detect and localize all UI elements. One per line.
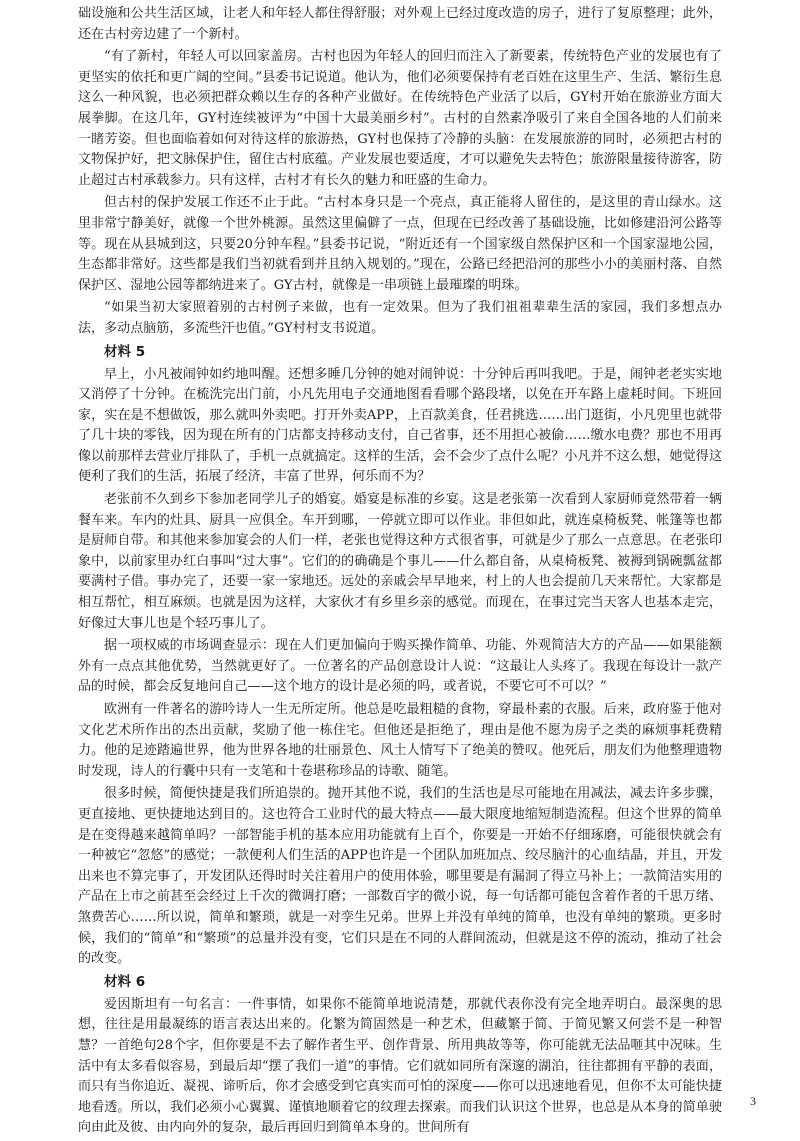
page-number: 3 (750, 1094, 756, 1108)
section-heading: 材料 6 (104, 973, 146, 990)
body-paragraph: 但古村的保护发展工作还不止于此。“古村本身只是一个亮点，真正能将人留住的，是这里的青山绿水。这里非常宁静美好，就像一个世外桃源。虽然这里偏僻了一点，但现在已经改善了基础设施，比如修建沿河公路等等。现在从县城到这，只要20分钟车程。”县委书记说，“附近还有一个国家级自然保护区和一个国家湿地公园，生态都非常好。这些都是我们当初就看到并且纳入规划的。”现在，公路已经把沿河的那些小小的美丽村落、自然保护区、湿地公园等都纳进来了。GY古村，就像是一串项链上最璀璨的明珠。 (78, 195, 722, 293)
body-paragraph: 础设施和公共生活区域，让老人和年轻人都住得舒服；对外观上已经过度改造的房子，进行了复原整理；此外，还在古村旁边建了一个新村。 (78, 6, 722, 42)
body-paragraph: 很多时候，简便快捷是我们所追崇的。抛开其他不说，我们的生活也是尽可能地在用减法，减去许多步骤，更直接地、更快捷地达到目的。这也符合工业时代的最大特点——最大限度地缩短制造流程。但这个世界的简单是在变得越来越简单吗？一部智能手机的基本应用功能就有上百个，你要是一开始不仔细琢磨，可能很快就会有一种被它“忽悠”的感觉；一款便利人们生活的APP也许是一个团队加班加点、绞尽脑汁的心血结晶，并且，开发出来也不算完事了，开发团队还得时时关注着用户的使用体验，哪里要是有漏洞了得立马补上；一款简洁实用的产品在上市之前甚至会经过上千次的微调打磨；一部数百字的微小说，每一句话都可能包含着作者的千思万绪、煞费苦心……所以说，简单和繁琐，就是一对孪生兄弟。世界上并没有单纯的简单，也没有单纯的繁琐。更多时候，我们的“简单”和“繁琐”的总量并没有变，它们只是在不同的人群间流动，但就是这不停的流动，推动了社会的改变。 (78, 786, 722, 967)
body-paragraph: “有了新村，年轻人可以回家盖房。古村也因为年轻人的回归而注入了新要素，传统特色产业的发展也有了更坚实的依托和更广阔的空间。”县委书记说道。他认为，他们必须要保持有老百姓在这里生产、生活、繁衍生息这么一种风貌，也必须把群众赖以生存的各种产业做好。在传统特色产业活了以后，GY村开始在旅游业方面大展拳脚。在这几年，GY村连续被评为“中国十大最美丽乡村”。古村的自然素净吸引了来自全国各地的人们前来一睹芳姿。但也面临着如何对待这样的旅游热，GY村也保持了冷静的头脑：在发展旅游的同时，必须把古村的文物保护好，把文脉保护住，留住古村底蕴。产业发展也要适度，才可以避免失去特色；旅游限量接待游客，防止超过古村承载参力。只有这样，古村才有长久的魅力和旺盛的生命力。 (78, 49, 722, 188)
body-paragraph: “如果当初大家照着别的古村例子来做，也有一定效果。但为了我们祖祖辈辈生活的家园，我们多想点办法，多动点脑筋，多流些汗也值。”GY村村支书说道。 (78, 300, 722, 336)
body-paragraph: 老张前不久到乡下参加老同学儿子的婚宴。婚宴是标准的乡宴。这是老张第一次看到人家厨师竟然带着一辆餐车来。车内的灶具、厨具一应俱全。车开到哪，一停就立即可以作业。非但如此，就连桌椅板凳、帐篷等也都是厨师自带。和其他来参加宴会的人们一样，老张也觉得这种方式很省事，可就是少了那么一点意思。在老张印象中，以前家里办红白事叫“过大事”。它们的的确确是个事儿——什么都自备，从桌椅板凳、被褥到锅碗瓢盆都要满村子借。事办完了，还要一家一家地还。远处的亲戚会早早地来，村上的人也会提前几天来帮忙。大家都是相互帮忙，相互麻烦。也就是因为这样，大家伙才有乡里乡亲的感觉。而现在，在事过完当天客人也基本走完，好像过大事儿也是个轻巧事儿了。 (78, 492, 722, 631)
body-paragraph: 爱因斯坦有一句名言：一件事情，如果你不能简单地说清楚，那就代表你没有完全地弄明白。最深奥的思想，往往是用最凝练的语言表达出来的。化繁为简固然是一种艺术，但藏繁于简、于简见繁又何尝不是一种智慧？一首绝句28个字，但你要是不去了解作者生平、创作背景、所用典故等等，你可能就无法品咂其中况味。生活中有太多看似容易，到最后却“摆了我们一道”的事情。它们就如同所有深邃的湖泊，往往都拥有平静的表面，而只有当你追近、凝视、谛听后，你才会感受到它真实而可怕的深度——你可以迅速地看见，但你不太可能快捷地看透。所以，我们必须小心翼翼、谨慎地顺着它的纹理去探索。而我们认识这个世界，也总是从本身的简单驶向由此及彼、由内向外的复杂，最后再回归到简单本身的。世间所有 (78, 996, 722, 1136)
section-heading: 材料 5 (104, 343, 146, 360)
body-paragraph: 早上，小凡被闹钟如约地叫醒。还想多睡几分钟的她对闹钟说：十分钟后再叫我吧。于是，闹钟老老实实地又消停了十分钟。在梳洗完出门前，小凡先用电子交通地图看看哪个路段堵，以免在开车路上虚耗时间。下班回家，实在是不想做饭，那么就叫外卖吧。打开外卖APP，上百款美食，任君挑选……出门逛街，小凡兜里也就带了几十块的零钱，因为现在所有的门店都支持移动支付，自己省事，还不用担心被偷……缴水电费？那也不用再像以前那样去营业厅排队了，手机一点就搞定。这样的生活，会不会少了点什么呢？小凡并不这么想，她觉得这便利了我们的生活，拓展了经济，丰富了世界，何乐而不为？ (78, 366, 722, 485)
document-body (78, 4, 722, 1141)
body-paragraph: 欧洲有一件著名的游吟诗人一生无所定所。他总是吃最粗糙的食物，穿最朴素的衣服。后来，政府鉴于他对文化艺术所作出的杰出贡献，奖励了他一栋住宅。但他还是拒绝了，理由是他不愿为房子之类的麻烦事耗费精力。他的足迹踏遍世界，他为世界各地的壮丽景色、风土人情写下了绝美的赞叹。他死后，朋友们为他整理遗物时发现，诗人的行囊中只有一支笔和十卷堪称珍品的诗歌、随笔。 (78, 702, 722, 779)
body-paragraph: 据一项权威的市场调查显示：现在人们更加偏向于购买操作简单、功能、外观简洁大方的产品——如果能额外有一点点其他优势，当然就更好了。一位著名的产品创意设计人说：“这最让人头疼了。我现在每设计一款产品的时候，都会反复地问自己——这个地方的设计是必须的吗，或者说，不要它可不可以？” (78, 638, 722, 695)
